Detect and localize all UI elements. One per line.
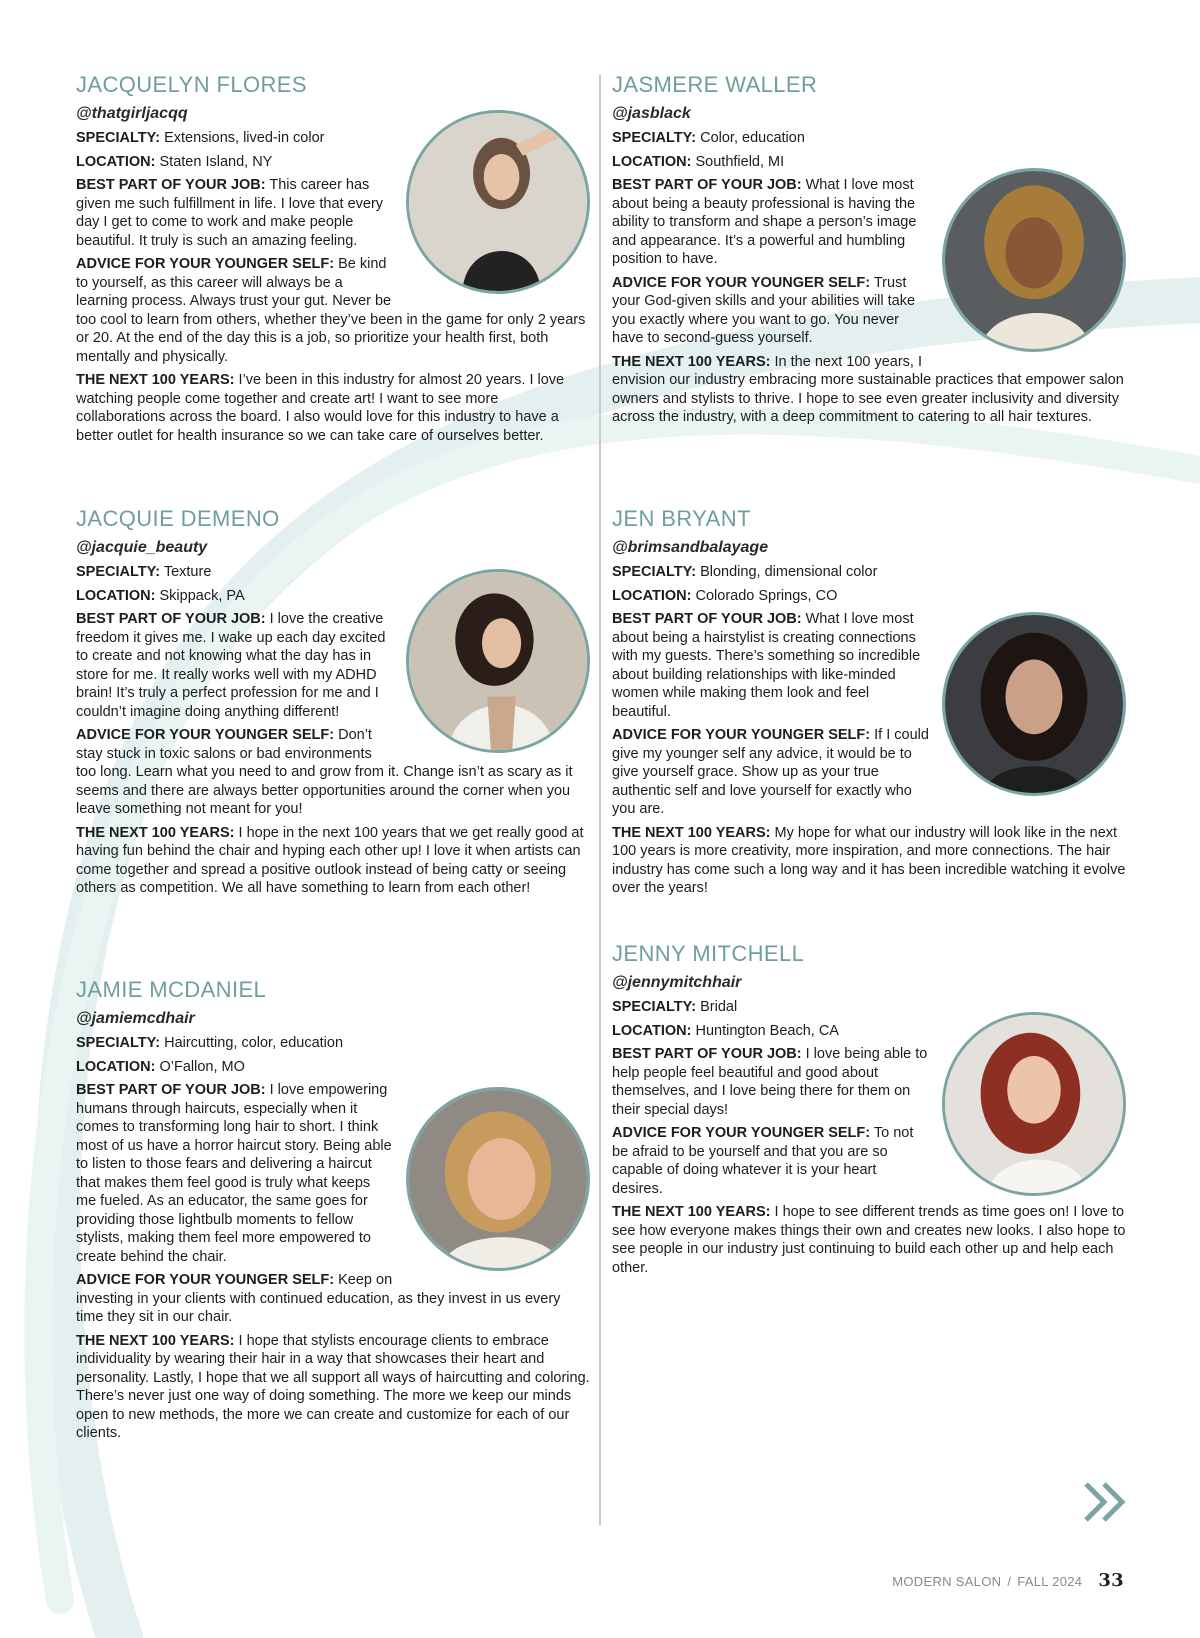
location-value: Colorado Springs, CO bbox=[695, 587, 838, 604]
specialty-label: SPECIALTY: bbox=[612, 564, 697, 580]
location-label: LOCATION: bbox=[76, 587, 156, 604]
location-label: LOCATION: bbox=[612, 153, 692, 170]
best-part-label: BEST PART OF YOUR JOB: bbox=[76, 177, 266, 193]
location-label: LOCATION: bbox=[76, 1058, 156, 1075]
specialty-value: Blonding, dimensional color bbox=[700, 564, 878, 580]
profile-jenny-mitchell bbox=[612, 941, 1126, 1282]
next-100-label: THE NEXT 100 YEARS: bbox=[76, 372, 235, 388]
next-100-text: In the next 100 years, I envision our industry embracing more sustainable practices that empower salon owners and stylists to thrive. I hope to see even greater inclusivity and diversity across the industry, with a deep commitment to catering to all hair textures. bbox=[612, 353, 1124, 425]
profile-photo bbox=[942, 168, 1126, 352]
location-label: LOCATION: bbox=[76, 153, 156, 170]
page-footer bbox=[892, 1570, 1124, 1591]
profile-next-100-years bbox=[612, 1203, 1126, 1277]
publication-name: MODERN SALON bbox=[892, 1574, 1002, 1589]
specialty-value: Haircutting, color, education bbox=[164, 1035, 344, 1051]
next-100-text: My hope for what our industry will look like in the next 100 years is more creativity, more inspiration, and more connections. The hair industry has come such a long way and it has been incredible watching it evolve over the years! bbox=[612, 824, 1126, 896]
profile-name: JEN BRYANT bbox=[612, 506, 751, 531]
advice-text: To not be afraid to be yourself and that you are so capable of doing whatever it is your heart desires. bbox=[612, 1125, 914, 1197]
advice-label: ADVICE FOR YOUR YOUNGER SELF: bbox=[612, 1125, 871, 1141]
specialty-label: SPECIALTY: bbox=[76, 564, 161, 580]
profile-name: JACQUELYN FLORES bbox=[76, 72, 307, 97]
profile-name: JASMERE WALLER bbox=[612, 72, 818, 97]
specialty-label: SPECIALTY: bbox=[76, 1035, 161, 1051]
specialty-label: SPECIALTY: bbox=[612, 130, 697, 146]
advice-label: ADVICE FOR YOUR YOUNGER SELF: bbox=[76, 1272, 335, 1288]
best-part-label: BEST PART OF YOUR JOB: bbox=[612, 611, 802, 627]
next-100-label: THE NEXT 100 YEARS: bbox=[76, 1332, 235, 1349]
best-part-text: What I love most about being a beauty professional is having the ability to transform and shape a person’s image and appearance. It’s a powerful and humbling position to have. bbox=[612, 177, 917, 267]
profile-advice bbox=[76, 1271, 590, 1327]
location-value: Staten Island, NY bbox=[159, 153, 273, 170]
profile-jacquie-demeno bbox=[76, 506, 590, 903]
next-100-label: THE NEXT 100 YEARS: bbox=[612, 1204, 771, 1220]
next-100-text: I hope that stylists encourage clients to embrace individuality by wearing their hair in a way that showcases their heart and personality. Lastly, I hope that we all support all ways of haircutting and coloring. There’s never just one way of doing something. The more we keep our minds open to new methods, the more we can create and customize for each of our clients. bbox=[76, 1332, 590, 1441]
best-part-label: BEST PART OF YOUR JOB: bbox=[612, 1046, 802, 1062]
specialty-value: Extensions, lived-in color bbox=[164, 130, 325, 146]
profile-next-100-years bbox=[612, 824, 1126, 898]
profile-handle: @thatgirljacqq bbox=[76, 105, 188, 122]
profile-photo bbox=[942, 1012, 1126, 1196]
profile-jen-bryant bbox=[612, 506, 1126, 903]
profile-next-100-years bbox=[76, 824, 590, 898]
profile-handle: @jasblack bbox=[612, 105, 691, 122]
advice-text: Don’t stay stuck in toxic salons or bad environments too long. Learn what you need to and grow from it. Change isn’t as scary as it seems and there are always better opportunities around the corner when you leave something not meant for you! bbox=[76, 727, 573, 817]
footer-separator: / bbox=[1007, 1574, 1012, 1589]
location-label: LOCATION: bbox=[612, 587, 692, 604]
advice-label: ADVICE FOR YOUR YOUNGER SELF: bbox=[612, 274, 871, 291]
next-100-text: I hope to see different trends as time goes on! I love to see how everyone makes things their own and creates new looks. I also hope to see people in our industry just continuing to build each other up and help each other. bbox=[612, 1204, 1126, 1276]
profile-specialty bbox=[612, 563, 1126, 582]
profile-name: JAMIE MCDANIEL bbox=[76, 977, 267, 1002]
profile-next-100-years bbox=[76, 1332, 590, 1443]
location-value: Southfield, MI bbox=[695, 153, 785, 170]
profile-location bbox=[76, 1058, 590, 1077]
best-part-label: BEST PART OF YOUR JOB: bbox=[76, 1082, 266, 1098]
next-100-label: THE NEXT 100 YEARS: bbox=[612, 824, 771, 841]
next-100-text: I’ve been in this industry for almost 20 years. I love watching people come together and create art! I want to see more collaborations across the board. I also would love for this industry to have a better outlet for health insurance so we can take care of ourselves better. bbox=[76, 372, 565, 444]
profile-jamie-mcdaniel bbox=[76, 977, 590, 1448]
profile-handle: @jamiemcdhair bbox=[76, 1010, 195, 1027]
best-part-text: I love empowering humans through haircuts, especially when it comes to transforming long hair to short. I think most of us have a horror haircut story. Being able to listen to those fears and delivering a haircut that makes them feel good is truly what keeps me fueled. As an educator, the same goes for providing those lightbulb moments to fellow stylists, making them feel more empowered to create behind the chair. bbox=[76, 1082, 392, 1265]
advice-label: ADVICE FOR YOUR YOUNGER SELF: bbox=[76, 256, 335, 272]
double-chevron-right-icon[interactable] bbox=[1082, 1480, 1128, 1524]
profile-next-100-years bbox=[612, 353, 1126, 427]
specialty-label: SPECIALTY: bbox=[612, 999, 697, 1015]
profile-next-100-years bbox=[76, 371, 590, 445]
profile-location bbox=[612, 587, 1126, 606]
best-part-label: BEST PART OF YOUR JOB: bbox=[612, 177, 802, 193]
profile-name: JENNY MITCHELL bbox=[612, 941, 805, 966]
location-value: O’Fallon, MO bbox=[159, 1058, 245, 1075]
profile-specialty bbox=[612, 129, 1126, 148]
location-value: Huntington Beach, CA bbox=[695, 1022, 839, 1039]
profile-handle: @jacquie_beauty bbox=[76, 539, 208, 556]
specialty-value: Color, education bbox=[700, 130, 805, 146]
best-part-text: I love being able to help people feel beautiful and good about themselves, and I love being there for them on their special days! bbox=[612, 1046, 928, 1118]
profile-name: JACQUIE DEMENO bbox=[76, 506, 280, 531]
profile-photo bbox=[406, 1087, 590, 1271]
advice-text: Be kind to yourself, as this career will always be a learning process. Always trust your gut. Never be too cool to learn from others, whether they’ve been in the game for only 2 years or 20. At the end of the day this is a job, so prioritize your health first, both mentally and physically. bbox=[76, 256, 586, 365]
advice-label: ADVICE FOR YOUR YOUNGER SELF: bbox=[76, 727, 335, 743]
best-part-text: This career has given me such fulfillment in life. I love that every day I get to come to work and make people beautiful. It truly is such an amazing feeling. bbox=[76, 177, 384, 249]
profile-photo bbox=[406, 569, 590, 753]
best-part-text: I love the creative freedom it gives me. I wake up each day excited to create and not knowing what the day has in store for me. It really works well with my ADHD brain! It’s truly a perfect profession for me and I couldn’t imagine doing anything different! bbox=[76, 611, 386, 720]
specialty-label: SPECIALTY: bbox=[76, 130, 161, 146]
next-100-label: THE NEXT 100 YEARS: bbox=[76, 824, 235, 841]
advice-label: ADVICE FOR YOUR YOUNGER SELF: bbox=[612, 727, 871, 743]
issue-label: FALL 2024 bbox=[1017, 1574, 1083, 1589]
best-part-text: What I love most about being a hairstylist is creating connections with my guests. There’s something so incredible about building relationships with like-minded women while making them look and feel beautiful. bbox=[612, 611, 921, 720]
profile-handle: @brimsandbalayage bbox=[612, 539, 769, 556]
profile-jasmere-waller bbox=[612, 72, 1126, 432]
advice-text: If I could give my younger self any advice, it would be to give yourself grace. Show up as your true authentic self and love yourself for exactly who you are. bbox=[612, 727, 929, 817]
next-100-label: THE NEXT 100 YEARS: bbox=[612, 353, 771, 370]
best-part-label: BEST PART OF YOUR JOB: bbox=[76, 611, 266, 627]
specialty-value: Texture bbox=[163, 564, 212, 580]
profile-photo bbox=[942, 612, 1126, 796]
profile-specialty bbox=[76, 1034, 590, 1053]
profile-photo bbox=[406, 110, 590, 294]
page-number: 33 bbox=[1098, 1570, 1124, 1591]
column-divider bbox=[599, 75, 601, 1525]
specialty-value: Bridal bbox=[700, 999, 738, 1015]
profile-jacquelyn-flores bbox=[76, 72, 590, 450]
advice-text: Trust your God-given skills and your abilities will take you exactly where you want to go. You never have to second-guess yourself. bbox=[612, 274, 916, 346]
next-100-text: I hope in the next 100 years that we get really good at having fun behind the chair and hyping each other up! I love it when artists can come together and spread a positive outlook instead of being catty or seeing others as competition. We all have something to learn from each other! bbox=[76, 824, 584, 896]
profile-handle: @jennymitchhair bbox=[612, 974, 742, 991]
location-value: Skippack, PA bbox=[159, 587, 245, 604]
location-label: LOCATION: bbox=[612, 1022, 692, 1039]
advice-text: Keep on investing in your clients with continued education, as they invest in us every time they sit in our chair. bbox=[76, 1272, 561, 1325]
